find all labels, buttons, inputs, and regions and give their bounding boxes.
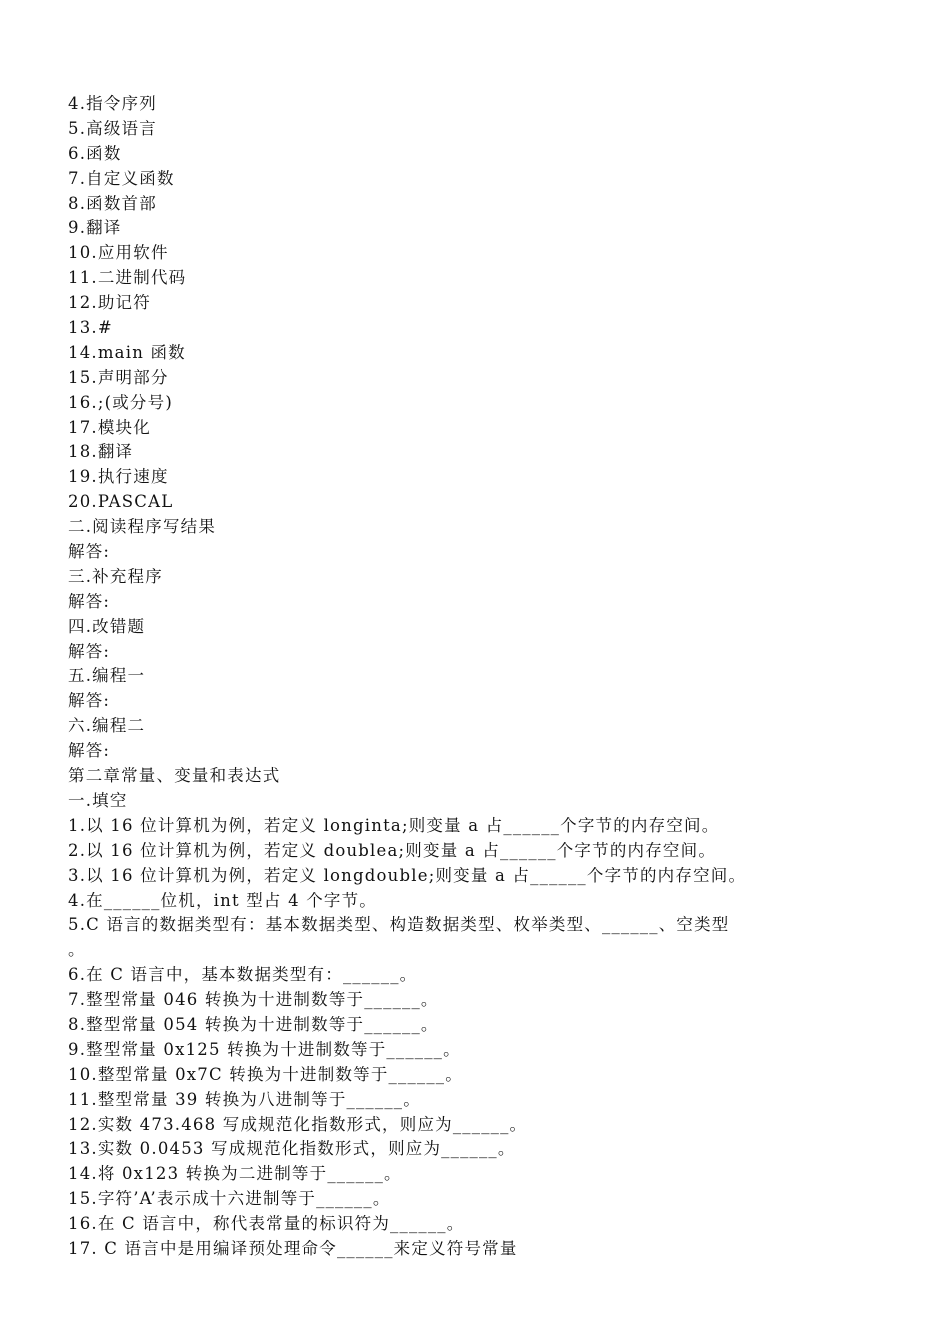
text-line: 二.阅读程序写结果 (68, 517, 217, 537)
text-line: 11.二进制代码 (68, 268, 187, 288)
text-line: 5.高级语言 (68, 118, 157, 138)
text-line: 一.填空 (68, 790, 128, 810)
text-line: 4.在______位机，int 型占 4 个字节。 (68, 890, 378, 910)
text-line: 解答: (68, 591, 111, 611)
text-line: 6.函数 (68, 143, 122, 163)
text-line: 。 (68, 940, 86, 960)
text-line: 8.函数首部 (68, 193, 157, 213)
text-line: 14.main 函数 (68, 342, 186, 362)
text-line: 9.翻译 (68, 218, 122, 238)
text-line: 3.以 16 位计算机为例，若定义 longdouble;则变量 a 占______个字节的内存空间。 (68, 865, 747, 885)
text-line: 六.编程二 (68, 716, 146, 736)
text-line: 17. C 语言中是用编译预处理命令______来定义符号常量 (68, 1238, 518, 1258)
text-line: 解答: (68, 641, 111, 661)
text-line: 5.C 语言的数据类型有：基本数据类型、构造数据类型、枚举类型、______、空类型 (68, 915, 730, 935)
text-line: 7.自定义函数 (68, 168, 175, 188)
text-line: 16.在 C 语言中，称代表常量的标识符为______。 (68, 1214, 465, 1234)
text-line: 18.翻译 (68, 442, 134, 462)
text-line: 15.字符’A’表示成十六进制等于______。 (68, 1189, 391, 1209)
text-line: 8.整型常量 054 转换为十进制数等于______。 (68, 1014, 439, 1034)
text-line: 10.整型常量 0x7C 转换为十进制数等于______。 (68, 1064, 463, 1084)
text-line: 14.将 0x123 转换为二进制等于______。 (68, 1164, 402, 1184)
text-line: 1.以 16 位计算机为例，若定义 longinta;则变量 a 占______个字节的内存空间。 (68, 815, 720, 835)
text-line: 19.执行速度 (68, 467, 169, 487)
text-line: 10.应用软件 (68, 243, 169, 263)
text-line: 20.PASCAL (68, 492, 174, 512)
text-line: 解答: (68, 741, 111, 761)
text-line: 三.补充程序 (68, 566, 163, 586)
text-line: 解答: (68, 691, 111, 711)
text-line: 16.;(或分号) (68, 392, 173, 412)
text-line: 7.整型常量 046 转换为十进制数等于______。 (68, 990, 439, 1010)
text-line: 11.整型常量 39 转换为八进制等于______。 (68, 1089, 421, 1109)
text-line: 第二章常量、变量和表达式 (68, 766, 281, 786)
text-line: 12.实数 473.468 写成规范化指数形式，则应为______。 (68, 1114, 528, 1134)
text-line: 2.以 16 位计算机为例，若定义 doublea;则变量 a 占______个字节的内存空间。 (68, 840, 717, 860)
text-line: 4.指令序列 (68, 94, 157, 113)
text-line: 五.编程一 (68, 666, 146, 686)
document-page (68, 92, 898, 1262)
text-line: 四.改错题 (68, 616, 146, 636)
text-line: 13.实数 0.0453 写成规范化指数形式，则应为______。 (68, 1139, 516, 1159)
text-line: 13.# (68, 318, 113, 338)
text-line: 12.助记符 (68, 293, 151, 313)
text-line: 15.声明部分 (68, 367, 169, 387)
text-line: 6.在 C 语言中，基本数据类型有：______。 (68, 965, 418, 985)
text-line: 17.模块化 (68, 417, 151, 437)
text-line: 9.整型常量 0x125 转换为十进制数等于______。 (68, 1039, 461, 1059)
text-line: 解答: (68, 542, 111, 562)
